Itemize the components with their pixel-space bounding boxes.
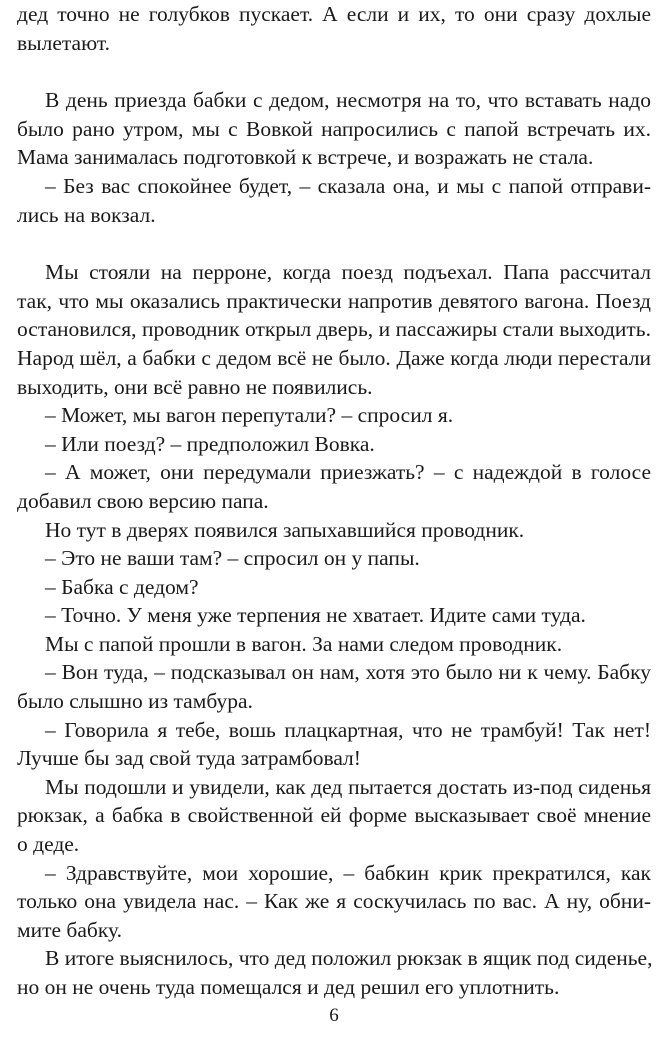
text-line: – Говорила я тебе, вошь плацкартная, что не трамбуй! Так нет! bbox=[45, 717, 651, 742]
page-text bbox=[17, 0, 651, 1002]
paragraph bbox=[17, 172, 651, 229]
text-line: Мы подошли и увидели, как дед пытается достать из-под сиденья bbox=[45, 774, 651, 799]
paragraph bbox=[17, 458, 651, 515]
text-line: – Или поезд? – предположил Вовка. bbox=[45, 431, 375, 456]
text-line: о деде. bbox=[17, 832, 80, 857]
paragraph bbox=[17, 944, 651, 1001]
paragraph bbox=[17, 773, 651, 859]
text-line: дед точно не голубков пускает. А если и их, то они сразу дохлые bbox=[17, 2, 651, 26]
page-number: 6 bbox=[329, 1005, 339, 1026]
paragraph-gap bbox=[17, 229, 651, 258]
text-line: Мы с папой прошли в вагон. За нами следом проводник. bbox=[45, 631, 563, 656]
text-line: лись на вокзал. bbox=[17, 202, 156, 227]
paragraph-gap bbox=[17, 57, 651, 86]
text-line: было слышно из тамбура. bbox=[17, 689, 253, 714]
text-line: Но тут в дверях появился запыхавшийся проводник. bbox=[45, 517, 525, 542]
text-line: Лучше бы зад свой туда затрамбовал! bbox=[17, 746, 361, 771]
text-line: так, что мы оказались практически напротив девятого вагона. Поезд bbox=[17, 288, 651, 313]
text-line: – Это не ваши там? – спросил он у папы. bbox=[45, 546, 420, 571]
text-line: В день приезда бабки с дедом, несмотря на то, что вставать надо bbox=[45, 88, 651, 113]
text-line: – Здравствуйте, мои хорошие, – бабкин крик прекратился, как bbox=[45, 860, 651, 885]
paragraph bbox=[17, 258, 651, 401]
paragraph bbox=[17, 658, 651, 715]
text-line: рюкзак, а бабка в свойственной ей форме высказывает своё мнение bbox=[17, 803, 651, 828]
text-line: – Бабка с дедом? bbox=[45, 574, 199, 599]
text-line: остановился, проводник открыл дверь, и пассажиры стали выходить. bbox=[17, 317, 651, 342]
paragraph bbox=[17, 86, 651, 172]
text-line: Мы стояли на перроне, когда поезд подъехал. Папа рассчитал bbox=[45, 260, 651, 285]
text-line: мите бабку. bbox=[17, 917, 122, 942]
text-line: но он не очень туда помещался и дед решил его уплотнить. bbox=[17, 975, 560, 999]
text-line: – Может, мы вагон перепутали? – спросил я. bbox=[45, 403, 454, 428]
text-line: добавил свою версию папа. bbox=[17, 488, 269, 513]
paragraph bbox=[17, 859, 651, 945]
text-line: – А может, они передумали приезжать? – с надеждой в голосе bbox=[45, 460, 651, 485]
text-line: Мама занималась подготовкой к встрече, и возражать не стала. bbox=[17, 145, 594, 170]
text-line: – Вон туда, – подсказывал он нам, хотя это было ни к чему. Бабку bbox=[45, 660, 651, 685]
paragraph bbox=[17, 0, 651, 57]
text-line: было рано утром, мы с Вовкой напросились с папой встречать их. bbox=[17, 116, 651, 141]
text-line: Народ шёл, а бабки с дедом всё не было. Даже когда люди перестали bbox=[17, 345, 651, 370]
text-line: – Без вас спокойнее будет, – сказала она, и мы с папой отправи- bbox=[45, 173, 651, 198]
text-line: выходить, они всё равно не появились. bbox=[17, 374, 373, 399]
text-line: вылетают. bbox=[17, 30, 111, 55]
text-line: В итоге выяснилось, что дед положил рюкзак в ящик под сиденье, bbox=[45, 946, 653, 971]
paragraph bbox=[17, 716, 651, 773]
text-line: только она увидела нас. – Как же я соскучилась по вас. А ну, обни- bbox=[17, 889, 651, 914]
text-line: – Точно. У меня уже терпения не хватает. Идите сами туда. bbox=[45, 603, 586, 628]
